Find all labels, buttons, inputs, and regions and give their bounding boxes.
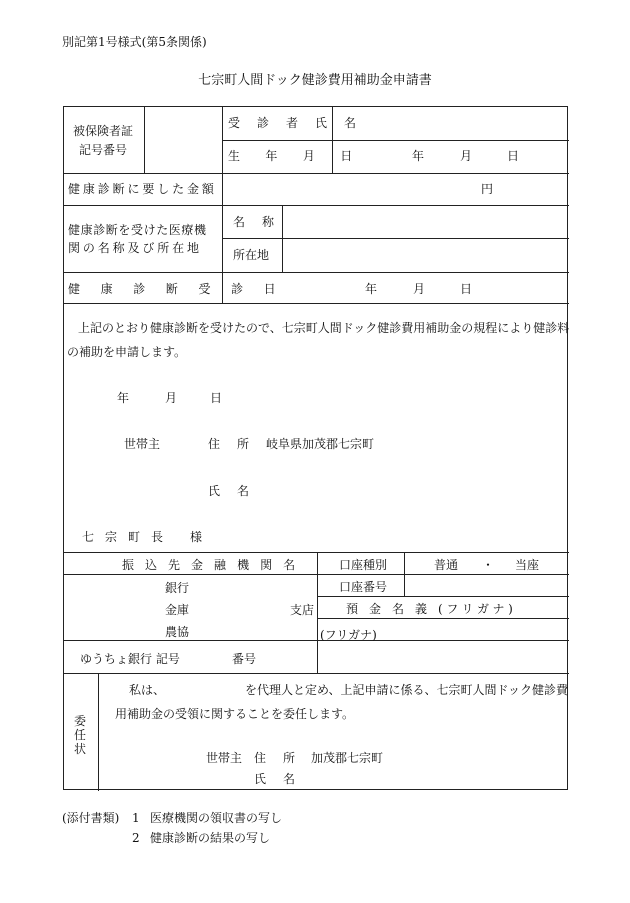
delegation-label-2: 任 — [73, 728, 86, 742]
grid-line — [282, 205, 283, 272]
cost-unit: 円 — [481, 182, 494, 196]
delegation-label: 委 — [73, 714, 86, 728]
account-holder-label: 預 金 名 義 (フリガナ) — [346, 602, 517, 616]
application-day: 日 — [210, 391, 223, 405]
grid-line — [64, 673, 569, 674]
yucho-symbol-label: ゆうちょ銀行 記号 — [80, 652, 180, 666]
grid-line — [64, 272, 569, 273]
addressee: 七 宗 町 長 — [82, 530, 167, 544]
bank-header: 振 込 先 金 融 機 関 名 — [122, 558, 299, 572]
account-type-label: 口座種別 — [339, 558, 388, 572]
grid-line — [64, 205, 569, 206]
exam-date-label: 健 康 診 断 受 診 日 — [68, 282, 285, 296]
account-type-current: 当座 — [515, 558, 540, 572]
application-year: 年 — [117, 391, 130, 405]
bank-suffix: 銀行 — [165, 581, 190, 595]
insured-number-label-2: 記号番号 — [78, 143, 127, 157]
yucho-number-label: 番号 — [232, 652, 257, 666]
grid-line — [222, 107, 223, 303]
facility-label: 健康診断を受けた医療機 — [68, 223, 207, 237]
grid-line — [144, 107, 145, 173]
grid-line — [404, 574, 405, 596]
grid-line — [64, 574, 317, 575]
householder-name-label: 氏 名 — [208, 484, 256, 498]
birthdate-label: 生 年 月 日 — [228, 149, 364, 163]
branch-suffix: 支店 — [290, 603, 315, 617]
grid-line — [64, 303, 569, 304]
exam-year: 年 — [365, 282, 378, 296]
delegation-address: 加茂郡七宗町 — [311, 751, 384, 765]
grid-line — [222, 140, 569, 141]
grid-line — [98, 673, 99, 791]
facility-name-label: 名 称 — [233, 215, 281, 229]
grid-line — [222, 238, 569, 239]
delegation-label-3: 状 — [73, 742, 86, 756]
grid-line — [317, 596, 569, 597]
birth-year: 年 — [412, 149, 425, 163]
birth-day: 日 — [507, 149, 520, 163]
grid-line — [64, 173, 569, 174]
grid-line — [317, 618, 569, 619]
householder-address-label: 住 所 — [208, 437, 256, 451]
delegation-name-label: 氏 名 — [254, 772, 302, 786]
delegation-text-cont: を代理人と定め、上記申請に係る、七宗町人間ドック健診費 — [245, 683, 569, 697]
attachment-2: 健康診断の結果の写し — [150, 831, 271, 845]
attachment-1-number: 1 — [132, 811, 140, 825]
application-text-2: の補助を申請します。 — [67, 345, 187, 359]
account-type-ordinary: 普通 — [434, 558, 459, 572]
cost-label: 健康診断に要した金額 — [68, 182, 217, 196]
delegation-text: 私は、 — [129, 683, 166, 697]
account-number-label: 口座番号 — [339, 580, 388, 594]
delegation-text-2: 用補助金の受領に関することを委任します。 — [115, 707, 355, 721]
addressee-honorific: 様 — [190, 530, 203, 544]
application-month: 月 — [165, 391, 178, 405]
attachment-2-number: 2 — [132, 831, 140, 845]
credit-union-suffix: 金庫 — [165, 603, 190, 617]
grid-line — [317, 574, 569, 575]
householder-address: 岐阜県加茂郡七宗町 — [266, 437, 375, 451]
grid-line — [404, 552, 405, 574]
account-type-sep: ・ — [482, 558, 495, 572]
exam-month: 月 — [413, 282, 426, 296]
delegation-address-label: 住 所 — [254, 751, 302, 765]
grid-line — [317, 552, 318, 673]
insured-number-label: 被保険者証 — [72, 124, 133, 138]
form-number-label: 別記第1号様式(第5条関係) — [62, 35, 207, 49]
birth-month: 月 — [460, 149, 473, 163]
agri-coop-suffix: 農協 — [165, 625, 190, 639]
facility-label-2: 関の名称及び所在地 — [68, 241, 202, 255]
exam-day: 日 — [460, 282, 473, 296]
patient-name-label: 受 診 者 氏 名 — [228, 116, 363, 130]
attachment-1: 医療機関の領収書の写し — [150, 811, 283, 825]
householder-label: 世帯主 — [124, 437, 161, 451]
facility-address-label: 所在地 — [233, 248, 270, 262]
delegation-householder-label: 世帯主 — [206, 751, 243, 765]
application-text: 上記のとおり健康診断を受けたので、七宗町人間ドック健診費用補助金の規程により健診料 — [78, 321, 570, 335]
account-holder-kana: (フリガナ) — [320, 628, 377, 642]
attachments-label: (添付書類) — [62, 811, 120, 825]
page-title: 七宗町人間ドック健診費用補助金申請書 — [198, 73, 432, 88]
